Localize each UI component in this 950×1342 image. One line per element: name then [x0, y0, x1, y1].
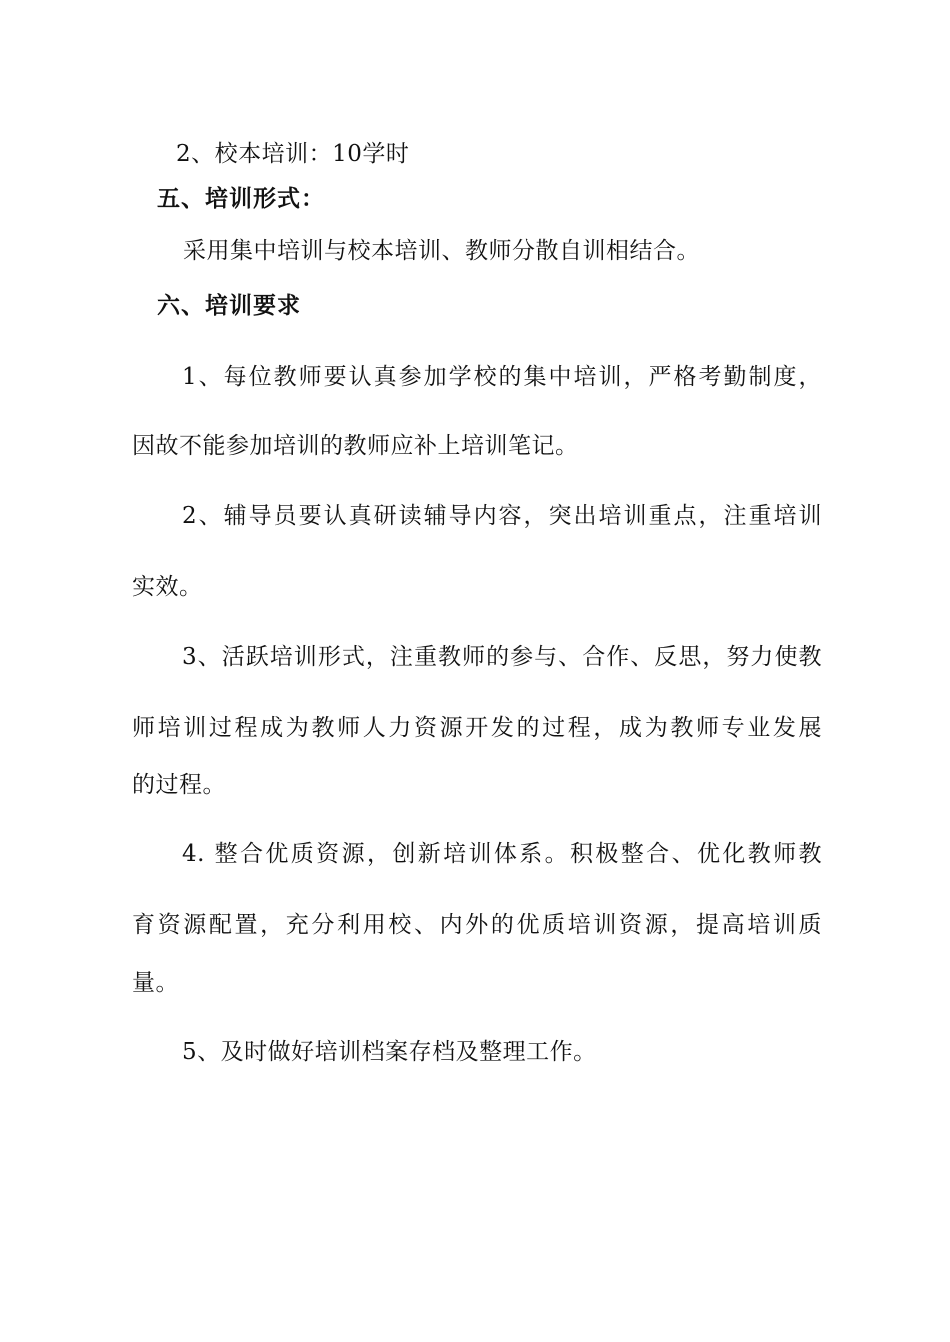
- requirement-5-line-1: 5、及时做好培训档案存档及整理工作。: [182, 1039, 597, 1065]
- requirement-2-line-1: 2、辅导员要认真研读辅导内容，突出培训重点，注重培训: [182, 503, 822, 529]
- section-5-heading: 五、培训形式：: [157, 185, 325, 212]
- requirement-3-line-3: 的过程。: [132, 772, 226, 798]
- requirement-4-line-1: 4. 整合优质资源，创新培训体系。积极整合、优化教师教: [182, 841, 822, 867]
- requirement-3-line-2: 师培训过程成为教师人力资源开发的过程，成为教师专业发展: [132, 715, 822, 741]
- requirement-1-line-2: 因故不能参加培训的教师应补上培训笔记。: [132, 433, 579, 459]
- requirement-1-line-1: 1、每位教师要认真参加学校的集中培训，严格考勤制度，: [182, 364, 822, 390]
- requirement-2-line-2: 实效。: [132, 574, 203, 600]
- section-6-heading: 六、培训要求: [157, 292, 301, 319]
- schedule-item-2: 2、校本培训：10学时: [176, 141, 410, 167]
- requirement-3-line-1: 3、活跃培训形式，注重教师的参与、合作、反思，努力使教: [182, 644, 822, 670]
- section-5-text: 采用集中培训与校本培训、教师分散自训相结合。: [183, 238, 700, 264]
- requirement-4-line-2: 育资源配置，充分利用校、内外的优质培训资源，提高培训质: [132, 912, 822, 938]
- requirement-4-line-3: 量。: [132, 970, 179, 996]
